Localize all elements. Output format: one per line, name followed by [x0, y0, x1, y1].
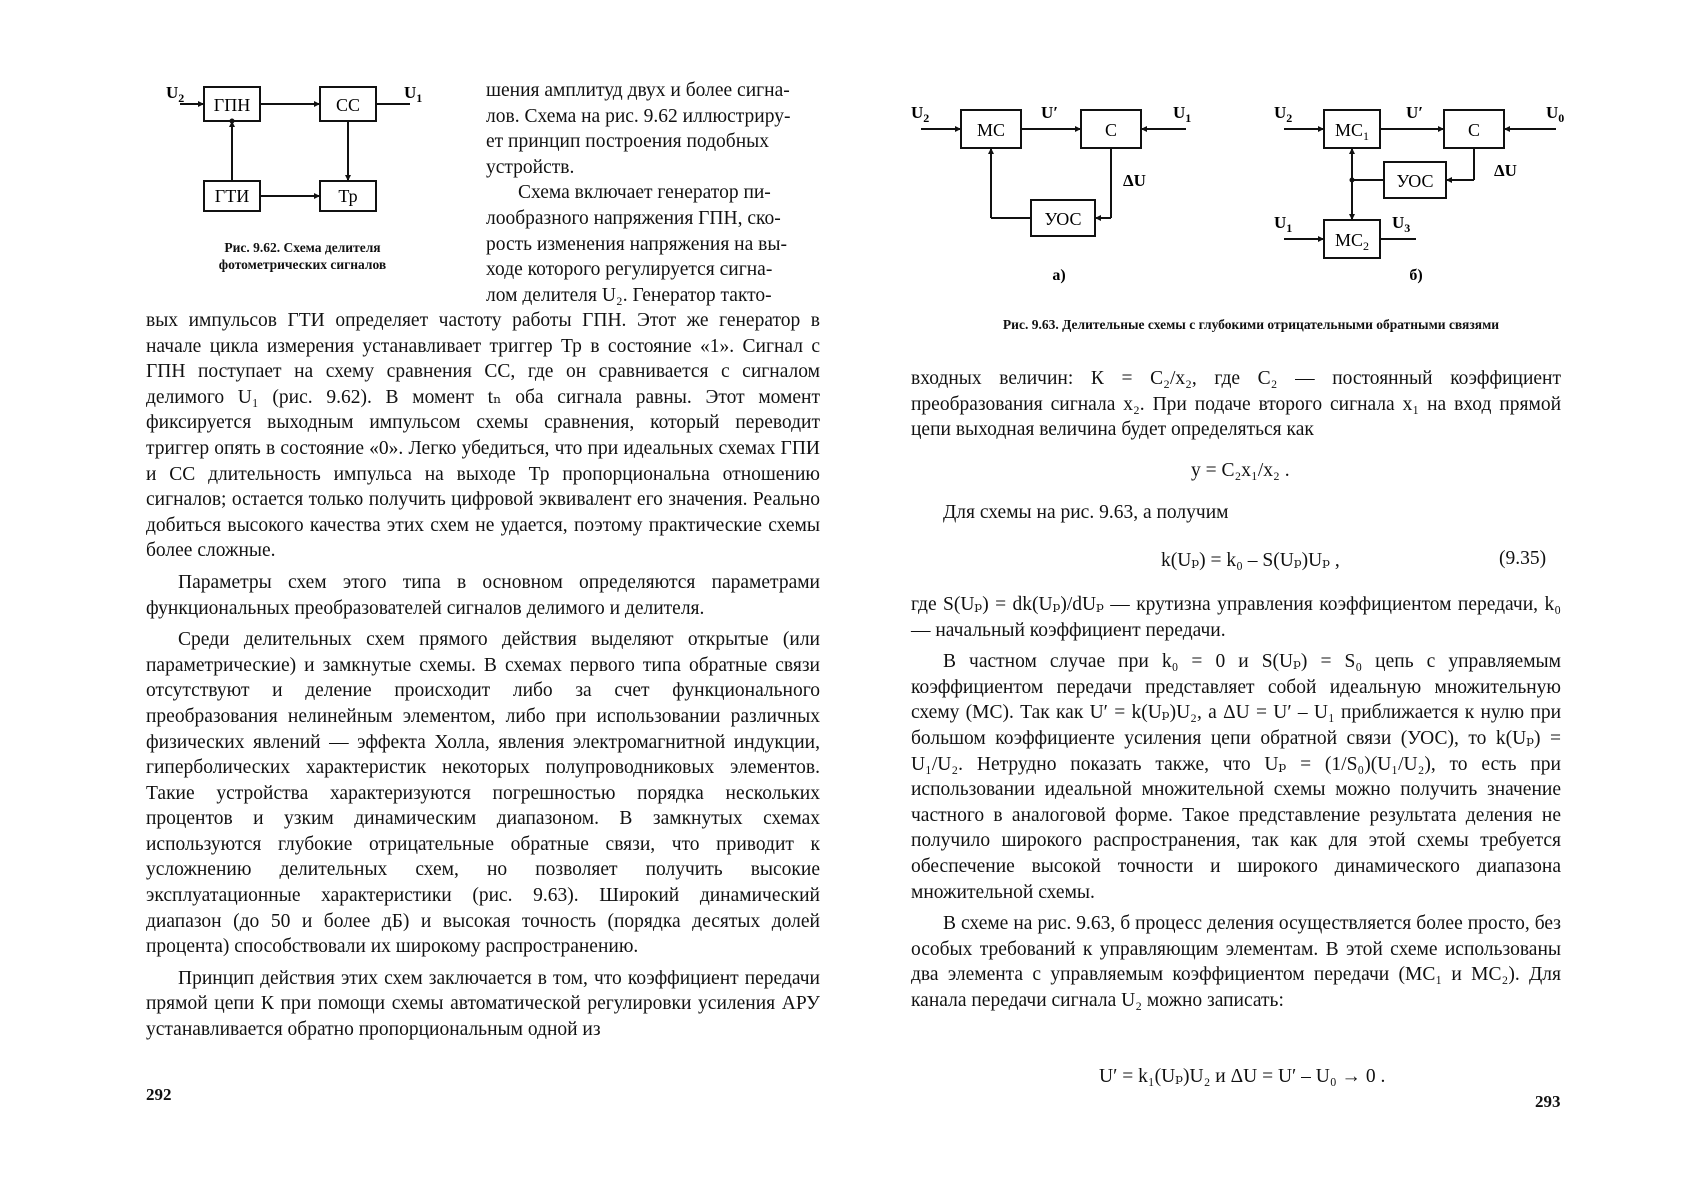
label-u3: $U_3$: [1392, 213, 1411, 235]
page-number: 292: [146, 1085, 172, 1104]
main-text: [911, 366, 1561, 443]
side-line: лообразного напряжения ГПН, ско-: [486, 207, 781, 229]
left-page: [0, 0, 841, 1191]
equation-1: y = C₂x₁/x₂ .: [1191, 460, 1290, 481]
label-u2: $U_2$: [1274, 103, 1293, 125]
block-tr: Тр: [338, 186, 358, 206]
side-line: Схема включает генератор пи-: [518, 182, 771, 204]
side-line: рость изменения напряжения на вы-: [486, 233, 787, 255]
label-delta-u: ΔU: [1494, 161, 1517, 180]
label-u-prime: U′: [1406, 103, 1424, 122]
equation-2: k(Uₚ) = k₀ – S(Uₚ)Uₚ ,: [1161, 550, 1340, 571]
side-line: шения амплитуд двух и более сигна-: [486, 80, 790, 101]
diagram-label-u2: $U_2$: [166, 83, 185, 105]
block-uos: УОС: [1044, 209, 1082, 229]
side-line: устройств.: [486, 156, 575, 178]
label-u0: $U_0$: [1546, 103, 1565, 125]
paragraph: где S(Uₚ) = dk(Uₚ)/dUₚ — крутизна управления коэффициентом передачи, k₀ — начальный коэффициент передачи.: [911, 594, 1561, 641]
paragraph: Для схемы на рис. 9.63, а получим: [943, 502, 1229, 523]
label-u-prime: U′: [1041, 103, 1059, 122]
block-ms: МС: [976, 120, 1006, 140]
figure-9-62-caption: [170, 239, 435, 273]
side-line: лов. Схема на рис. 9.62 иллюстриру-: [486, 105, 791, 127]
caption-line-2: фотометрических сигналов: [218, 257, 387, 272]
block-gti: ГТИ: [214, 186, 250, 206]
diagram-label-u1: $U_1$: [404, 83, 423, 105]
main-text-2: [911, 500, 1561, 526]
paragraph: Параметры схем этого типа в основном определяются параметрами функциональных преобразователей сигналов делимого и делителя.: [146, 571, 820, 619]
paragraph: В частном случае при k₀ = 0 и S(Uₚ) = S₀ цепь с управляемым коэффициентом передачи представляет собой идеальную множительную схему (МС). Так как U′ = k(Uₚ)U₂, а ΔU = U′ – U₁ приближается к нулю при большом коэффициенте усиления цепи обратной связи (УОС), то k(Uₚ) = U₁/U₂. Нетрудно показать также, что Uₚ = (1/S₀)(U₁/U₂), то есть при использовании идеальной множительной схемы можно получить значение частного в аналоговой форме. Такое представление результата деления не получило широкого распространения, так как для этой схемы требуется обеспечение высокой точности и широкого динамического диапазона множительной схемы.: [911, 651, 1561, 903]
paragraph: Принцип действия этих схем заключается в том, что коэффициент передачи прямой цепи К при помощи схемы автоматической регулировки усиления АРУ устанавливается обратно пропорциональным одной из: [146, 967, 820, 1041]
main-text: [146, 308, 820, 1043]
side-text: [486, 78, 820, 308]
sublabel-b: б): [1409, 267, 1423, 284]
side-line: ет принцип построения подобных: [486, 131, 769, 153]
sublabel-a: а): [1052, 267, 1066, 284]
page-number: 293: [1535, 1092, 1561, 1111]
figure-9-63a-diagram: [911, 100, 1211, 290]
right-page: [841, 0, 1683, 1191]
figure-9-63b-diagram: [1266, 100, 1586, 290]
paragraph: В схеме на рис. 9.63, б процесс деления осуществляется более просто, без особых требований к управляющим элементам. В этой схеме использованы два элемента с управляемым коэффициентом передачи (МС₁ и МС₂). Для канала передачи сигнала U₂ можно записать:: [911, 913, 1561, 1011]
equation-2-number: (9.35): [1499, 548, 1547, 569]
figure-9-62-diagram: [166, 78, 440, 238]
block-ms2: $МС_2$: [1334, 230, 1370, 253]
figure-9-63-caption: Рис. 9.63. Делительные схемы с глубокими отрицательными обратными связями: [1002, 317, 1500, 332]
side-line: лом делителя U₂. Генератор такто-: [486, 284, 772, 306]
paragraph: входных величин: К = C₂/x₂, где C₂ — постоянный коэффициент преобразования сигнала x₂. При подаче второго сигнала x₁ на вход прямой цепи выходная величина будет определяться как: [911, 368, 1561, 441]
label-u1: $U_1$: [1274, 213, 1293, 235]
label-u2: $U_2$: [911, 103, 930, 125]
block-gpn: ГПН: [213, 95, 251, 115]
block-s: С: [1467, 120, 1481, 140]
caption-line-1: Рис. 9.62. Схема делителя: [224, 240, 381, 255]
equation-3: U′ = k₁(Uₚ)U₂ и ΔU = U′ – U₀ → 0 .: [1099, 1066, 1386, 1087]
paragraph: вых импульсов ГТИ определяет частоту работы ГПН. Этот же генератор в начале цикла измерения устанавливает триггер Тр в состояние «1». Сигнал с ГПН поступает на схему сравнения СС, где он сравнивается с сигналом делимого U₁ (рис. 9.62). В момент tₙ оба сигнала равны. Этот момент фиксируется выходным импульсом схемы сравнения, который переводит триггер опять в состояние «0». Легко убедиться, что при идеальных схемах ГПИ и СС длительность импульса на выходе Тр пропорциональна отношению сигналов; остается только получить цифровой эквивалент его значения. Реально добиться высокого качества этих схем не удается, поэтому практические схемы более сложные.: [146, 310, 820, 562]
block-ss: СС: [335, 95, 361, 115]
block-ms1: $МС_1$: [1334, 120, 1370, 143]
label-u1: $U_1$: [1173, 103, 1192, 125]
block-uos: УОС: [1396, 171, 1434, 191]
paragraph: Среди делительных схем прямого действия выделяют открытые (или параметрические) и замкнутые схемы. В схемах первого типа обратные связи отсутствуют и деление происходит либо за счет функционального преобразования нелинейным элементом, либо при использовании различных физических явлений — эффекта Холла, явления электромагнитной индукции, гиперболических характеристик некоторых полупроводниковых элементов. Такие устройства характеризуются погрешностью порядка нескольких процентов и узким динамическим диапазоном. В замкнутых схемах используются глубокие отрицательные обратные связи, что приводит к усложнению делительных схем, но позволяет получить высокие эксплуатационные характеристики (рис. 9.63). Широкий динамический диапазон (до 50 и более дБ) и высокая точность (порядка десятых долей процента) способствовали их широкому распространению.: [146, 629, 820, 958]
side-line: ходе которого регулируется сигна-: [486, 259, 773, 281]
label-delta-u: ΔU: [1123, 171, 1146, 190]
main-text-3: [911, 592, 1561, 1014]
block-s: С: [1104, 120, 1118, 140]
